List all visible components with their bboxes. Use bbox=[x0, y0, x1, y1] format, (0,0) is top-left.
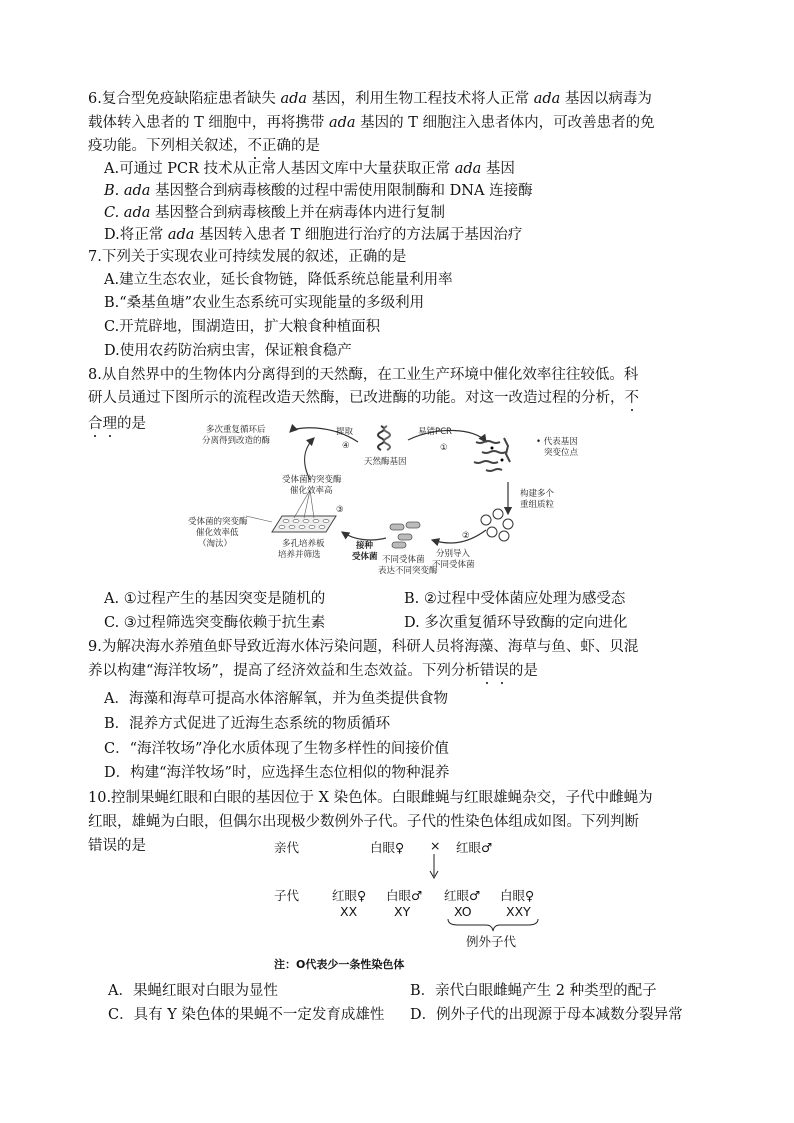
label-low-2: 催化效率低 bbox=[196, 528, 239, 538]
q7-option-c: C.开荒辟地，围湖造田，扩大粮食种植面积 bbox=[104, 319, 381, 335]
label-natural-gene: 天然酶基因 bbox=[364, 457, 407, 467]
q9-option-c: C．“海洋牧场”净化水质体现了生物多样性的间接价值 bbox=[104, 741, 449, 757]
q9-line-2: 养以构建“海洋牧场”，提高了经济效益和生态效益。下列分析错误的是 bbox=[88, 663, 538, 679]
label-mutation-site-1: • 代表基因 bbox=[536, 437, 578, 447]
q6-option-d: D.将正常 ada 基因转入患者 T 细胞进行治疗的方法属于基因治疗 bbox=[104, 227, 523, 243]
natural-gene-helix-icon bbox=[378, 426, 390, 450]
q7-option-d: D.使用农药防治病虫害，保证粮食稳产 bbox=[104, 343, 352, 359]
q7-option-b: B.“桑基鱼塘”农业生态系统可实现能量的多级利用 bbox=[104, 295, 425, 311]
q10-options-cd bbox=[108, 1004, 683, 1026]
label-circle-3: ③ bbox=[336, 505, 344, 515]
q8-line-2: 研人员通过下图所示的流程改造天然酶，已改进酶的功能。对这一改造过程的分析，不 bbox=[88, 390, 639, 406]
label-build-1: 构建多个 bbox=[520, 489, 555, 499]
child-label: 子代 bbox=[274, 888, 300, 903]
label-high-2: 催化效率高 bbox=[290, 486, 333, 496]
genetics-cross-figure bbox=[270, 836, 560, 976]
q6-line-2: 载体转入患者的 T 细胞中，再将携带 ada 基因的 T 细胞注入患者体内，可改善患者的免 bbox=[88, 115, 655, 131]
child-1: 红眼♀ bbox=[332, 888, 367, 903]
q9-option-b: B．混养方式促进了近海生态系统的物质循环 bbox=[104, 716, 391, 732]
q6-option-a: A.可通过 PCR 技术从正常人基因文库中大量获取正常 ada 基因 bbox=[104, 161, 515, 177]
label-separate-2: 不同受体菌 bbox=[432, 560, 475, 570]
q10-line-3: 错误的是 bbox=[88, 838, 146, 854]
label-plate-2: 培养并筛选 bbox=[278, 550, 321, 560]
q10-options-ab bbox=[108, 980, 657, 1002]
enzyme-evolution-diagram bbox=[186, 420, 630, 580]
child-4-genotype: XXY bbox=[506, 904, 531, 919]
label-mutation-site-2: 突变位点 bbox=[544, 448, 579, 458]
q10-option-c: C．具有 Y 染色体的果蝇不一定发育成雄性 bbox=[108, 1007, 385, 1023]
q10-option-d: D．例外子代的出现源于母本减数分裂异常 bbox=[410, 1007, 683, 1023]
q7-option-a: A.建立生态农业，延长食物链，降低系统总能量利用率 bbox=[104, 272, 453, 288]
q9-option-d: D．构建“海洋牧场”时，应选择生态位相似的物种混养 bbox=[104, 765, 450, 781]
q8-line-1: 8.从自然界中的生物体内分离得到的天然酶，在工业生产环境中催化效率往往较低。科 bbox=[88, 367, 639, 383]
label-high-1: 受体菌的突变酶 bbox=[282, 475, 342, 485]
label-extract: 提取 bbox=[336, 427, 354, 437]
exception-brace-icon bbox=[446, 918, 540, 932]
exception-label: 例外子代 bbox=[466, 934, 517, 949]
label-circle-4: ④ bbox=[342, 441, 350, 451]
q8-option-d: D. 多次重复循环导致酶的定向进化 bbox=[404, 615, 628, 631]
q7-stem: 7.下列关于实现农业可持续发展的叙述，正确的是 bbox=[88, 249, 407, 265]
child-4: 白眼♀ bbox=[500, 888, 535, 903]
label-inoculate-1: 接种 bbox=[356, 541, 374, 551]
q10-line-2: 红眼，雄蝇为白眼，但偶尔出现极少数例外子代。子代的性染色体组成如图。下列判断 bbox=[88, 814, 639, 830]
label-low-1: 受体菌的突变酶 bbox=[188, 517, 248, 527]
multiwell-plate-icon bbox=[246, 490, 336, 532]
child-3: 红眼♂ bbox=[444, 888, 481, 903]
child-2-genotype: XY bbox=[394, 904, 411, 919]
label-error-pcr: 易错PCR bbox=[418, 427, 452, 437]
parent-female: 白眼♀ bbox=[370, 840, 405, 855]
genetics-note: 注：O代表少一条性染色体 bbox=[274, 958, 405, 971]
q8-option-a: A. ①过程产生的基因突变是随机的 bbox=[104, 591, 326, 607]
q8-options-cd bbox=[104, 612, 627, 634]
label-separate-1: 分别导入 bbox=[436, 549, 471, 559]
q6-option-c: C. ada 基因整合到病毒核酸上并在病毒体内进行复制 bbox=[104, 205, 445, 221]
child-1-genotype: XX bbox=[340, 904, 358, 919]
q9-option-a: A．海藻和海草可提高水体溶解氧，并为鱼类提供食物 bbox=[104, 691, 448, 707]
bacteria-icon bbox=[390, 522, 420, 548]
label-low-3: （淘汰） bbox=[198, 539, 233, 549]
q8-line-3: 合理的是 bbox=[88, 416, 146, 432]
q10-line-1: 10.控制果蝇红眼和白眼的基因位于 X 染色体。白眼雌蝇与红眼雄蝇杂交，子代中雌蝇为 bbox=[88, 790, 653, 806]
q10-option-b: B．亲代白眼雌蝇产生 2 种类型的配子 bbox=[410, 983, 657, 999]
q8-option-c: C. ③过程筛选突变酶依赖于抗生素 bbox=[104, 615, 326, 631]
label-circle-2: ② bbox=[462, 531, 470, 541]
mutated-genes-icon bbox=[474, 438, 510, 471]
label-circle-1: ① bbox=[440, 443, 448, 453]
q6-line-3: 疫功能。下列相关叙述，不正确的是 bbox=[88, 138, 320, 154]
q10-option-a: A．果蝇红眼对白眼为显性 bbox=[108, 983, 278, 999]
label-isolate: 分离得到改造的酶 bbox=[202, 436, 271, 446]
q8-options-ab bbox=[104, 588, 625, 610]
label-build-2: 重组质粒 bbox=[520, 500, 555, 510]
child-2: 白眼♂ bbox=[386, 888, 423, 903]
q6-line-1: 6.复合型免疫缺陷症患者缺失 ada 基因，利用生物工程技术将人正常 ada 基因以病毒为 bbox=[88, 91, 652, 107]
label-repeat: 多次重复循环后 bbox=[206, 425, 266, 435]
q8-option-b: B. ②过程中受体菌应处理为感受态 bbox=[404, 591, 626, 607]
arrow-step-2 bbox=[432, 530, 486, 543]
cross-symbol: × bbox=[430, 838, 441, 853]
label-express-2: 表达不同突变酶 bbox=[378, 566, 438, 576]
label-plate-1: 多孔培养板 bbox=[282, 539, 325, 549]
label-inoculate-2: 受体菌 bbox=[352, 552, 378, 562]
arrow-inoculate bbox=[342, 532, 386, 540]
parent-label: 亲代 bbox=[274, 840, 300, 855]
q9-line-1: 9.为解决海水养殖鱼虾导致近海水体污染问题，科研人员将海藻、海草与鱼、虾、贝混 bbox=[88, 639, 639, 655]
parent-male: 红眼♂ bbox=[456, 840, 493, 855]
down-arrow-icon bbox=[428, 854, 440, 880]
arrow-step-3 bbox=[305, 438, 314, 480]
q6-option-b: B. ada 基因整合到病毒核酸的过程中需使用限制酶和 DNA 连接酶 bbox=[104, 183, 533, 199]
label-express-1: 不同受体菌 bbox=[382, 555, 425, 565]
child-3-genotype: XO bbox=[454, 904, 472, 919]
